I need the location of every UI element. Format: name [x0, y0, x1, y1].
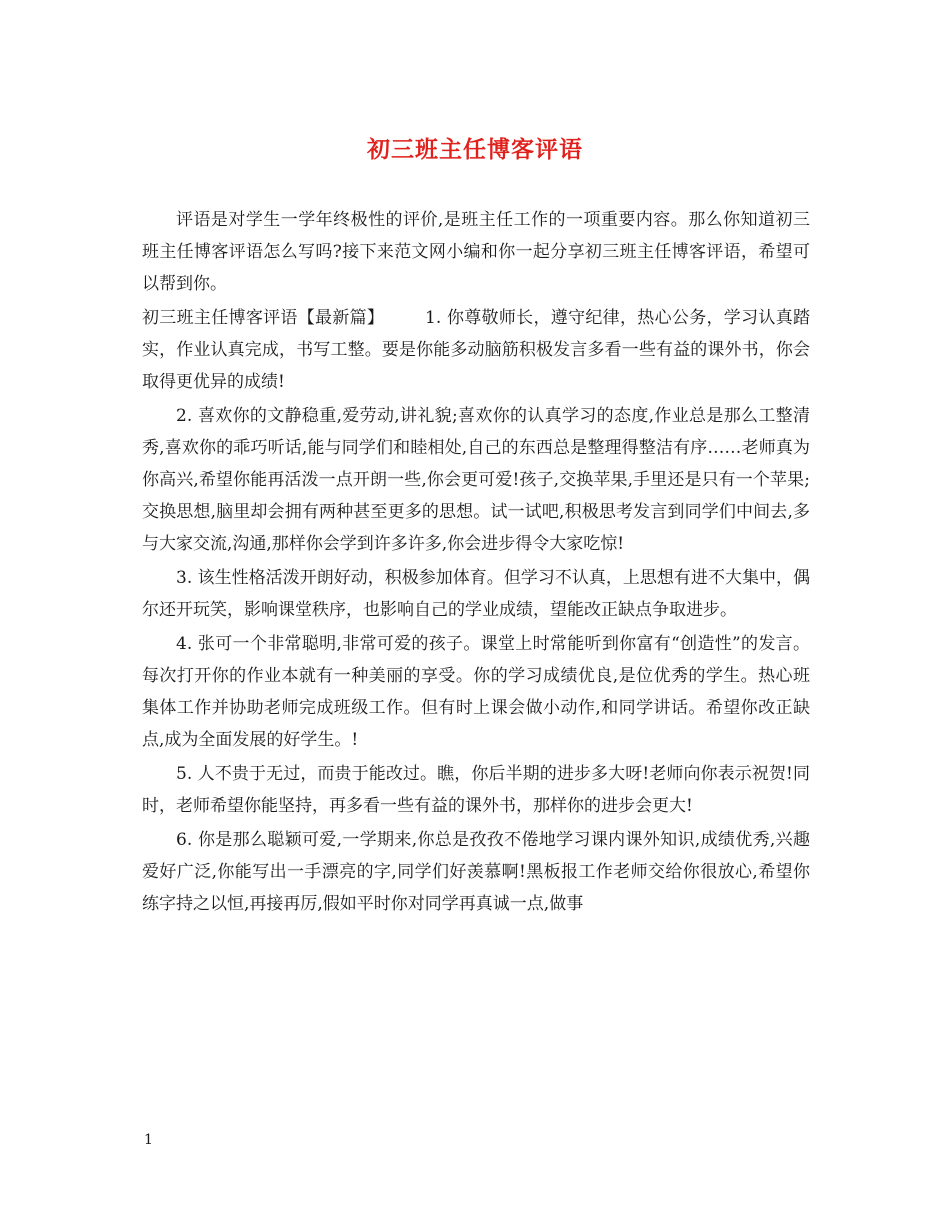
document-title: 初三班主任博客评语	[367, 136, 583, 163]
comment-paragraph-2: 2. 喜欢你的文静稳重,爱劳动,讲礼貌;喜欢你的认真学习的态度,作业总是那么工整清秀,喜欢你的乖巧听话,能与同学们和睦相处,自己的东西总是整理得整洁有序……老师真为你高兴,希望你能再活泼一点开朗一些,你会更可爱!孩子,交换苹果,手里还是只有一个苹果;交换思想,脑里却会拥有两种甚至更多的思想。试一试吧,积极思考发言到同学们中间去,多与大家交流,沟通,那样你会学到许多许多,你会进步得令大家吃惊!	[142, 406, 810, 554]
comment-paragraph-3: 3. 该生性格活泼开朗好动，积极参加体育。但学习不认真，上思想有进不大集中，偶尔还开玩笑，影响课堂秩序，也影响自己的学业成绩，望能改正缺点争取进步。	[142, 568, 810, 620]
comment-paragraph-1	[142, 302, 810, 398]
comment-paragraph-4: 4. 张可一个非常聪明,非常可爱的孩子。课堂上时常能听到你富有“创造性”的发言。每次打开你的作业本就有一种美丽的享受。你的学习成绩优良,是位优秀的学生。热心班集体工作并协助老师完成班级工作。但有时上课会做小动作,和同学讲话。希望你改正缺点,成为全面发展的好学生。!	[142, 634, 810, 750]
comment-paragraph-5: 5. 人不贵于无过，而贵于能改过。瞧，你后半期的进步多大呀!老师向你表示祝贺!同时，老师希望你能坚持，再多看一些有益的课外书，那样你的进步会更大!	[142, 764, 810, 816]
comment-paragraph-6: 6. 你是那么聪颖可爱,一学期来,你总是孜孜不倦地学习课内课外知识,成绩优秀,兴趣爱好广泛,你能写出一手漂亮的字,同学们好羡慕啊!黑板报工作老师交给你很放心,希望你练字持之以恒,再接再厉,假如平时你对同学再真诚一点,做事	[142, 830, 810, 914]
document-body	[142, 204, 810, 922]
page-number: 1	[144, 1132, 153, 1148]
comment-1-text: 1. 你尊敬师长，遵守纪律，热心公务，学习认真踏实，作业认真完成，书写工整。要是你能多动脑筋积极发言多看一些有益的课外书，你会取得更优异的成绩!	[142, 308, 811, 392]
section-heading: 初三班主任博客评语【最新篇】	[142, 308, 385, 328]
intro-paragraph: 评语是对学生一学年终极性的评价,是班主任工作的一项重要内容。那么你知道初三班主任博客评语怎么写吗?接下来范文网小编和你一起分享初三班主任博客评语，希望可以帮到你。	[142, 210, 810, 294]
